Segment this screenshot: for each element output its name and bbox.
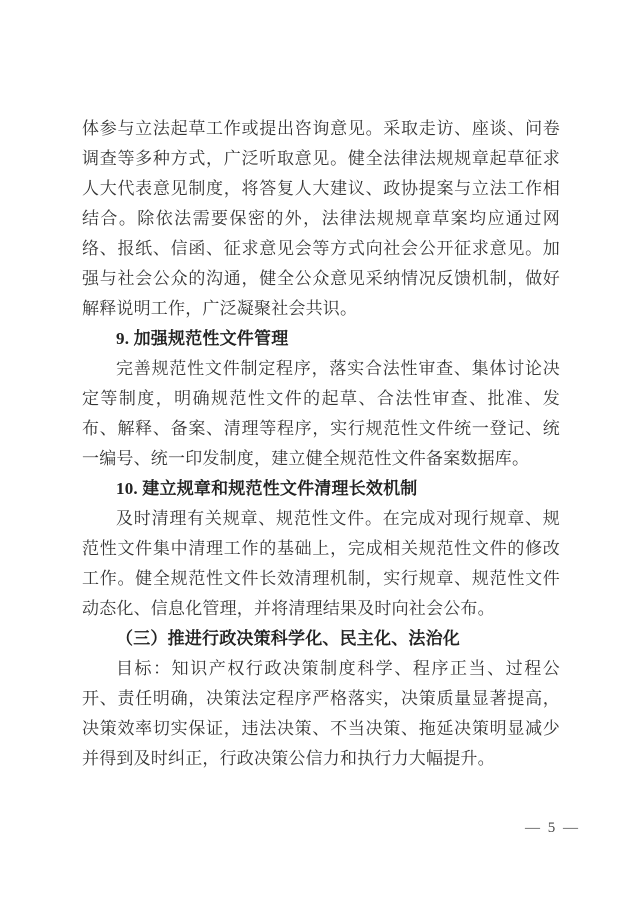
heading-item-9: 9. 加强规范性文件管理	[116, 329, 289, 348]
paragraph-item-9-normative-documents: 完善规范性文件制定程序，落实合法性审查、集体讨论决定等制度，明确规范性文件的起草、合法性审查、批准、发布、解释、备案、清理等程序，实行规范性文件统一登记、统一编号、统一印发制度，建立健全规范性文件备案数据库。	[82, 359, 560, 468]
paragraph-item-10-cleanup-mechanism: 及时清理有关规章、规范性文件。在完成对现行规章、规范性文件集中清理工作的基础上，完成相关规范性文件的修改工作。健全规范性文件长效清理机制，实行规章、规范性文件动态化、信息化管理，并将清理结果及时向社会公布。	[82, 509, 560, 618]
paragraph-legislation-consultation: 体参与立法起草工作或提出咨询意见。采取走访、座谈、问卷调查等多种方式，广泛听取意见。健全法律法规规章起草征求人大代表意见制度，将答复人大建议、政协提案与立法工作相结合。除依法需要保密的外，法律法规规章草案均应通过网络、报纸、信函、征求意见会等方式向社会公开征求意见。加强与社会公众的沟通，健全公众意见采纳情况反馈机制，做好解释说明工作，广泛凝聚社会共识。	[82, 119, 560, 318]
heading-item-10: 10. 建立规章和规范性文件清理长效机制	[116, 479, 418, 498]
document-body	[82, 114, 560, 774]
paragraph-section-3-goals: 目标：知识产权行政决策制度科学、程序正当、过程公开、责任明确，决策法定程序严格落实，决策质量显著提高，决策效率切实保证，违法决策、不当决策、拖延决策明显减少并得到及时纠正，行政决策公信力和执行力大幅提升。	[82, 659, 560, 768]
page-number: — 5 —	[525, 820, 580, 836]
heading-section-3: （三）推进行政决策科学化、民主化、法治化	[116, 629, 460, 648]
